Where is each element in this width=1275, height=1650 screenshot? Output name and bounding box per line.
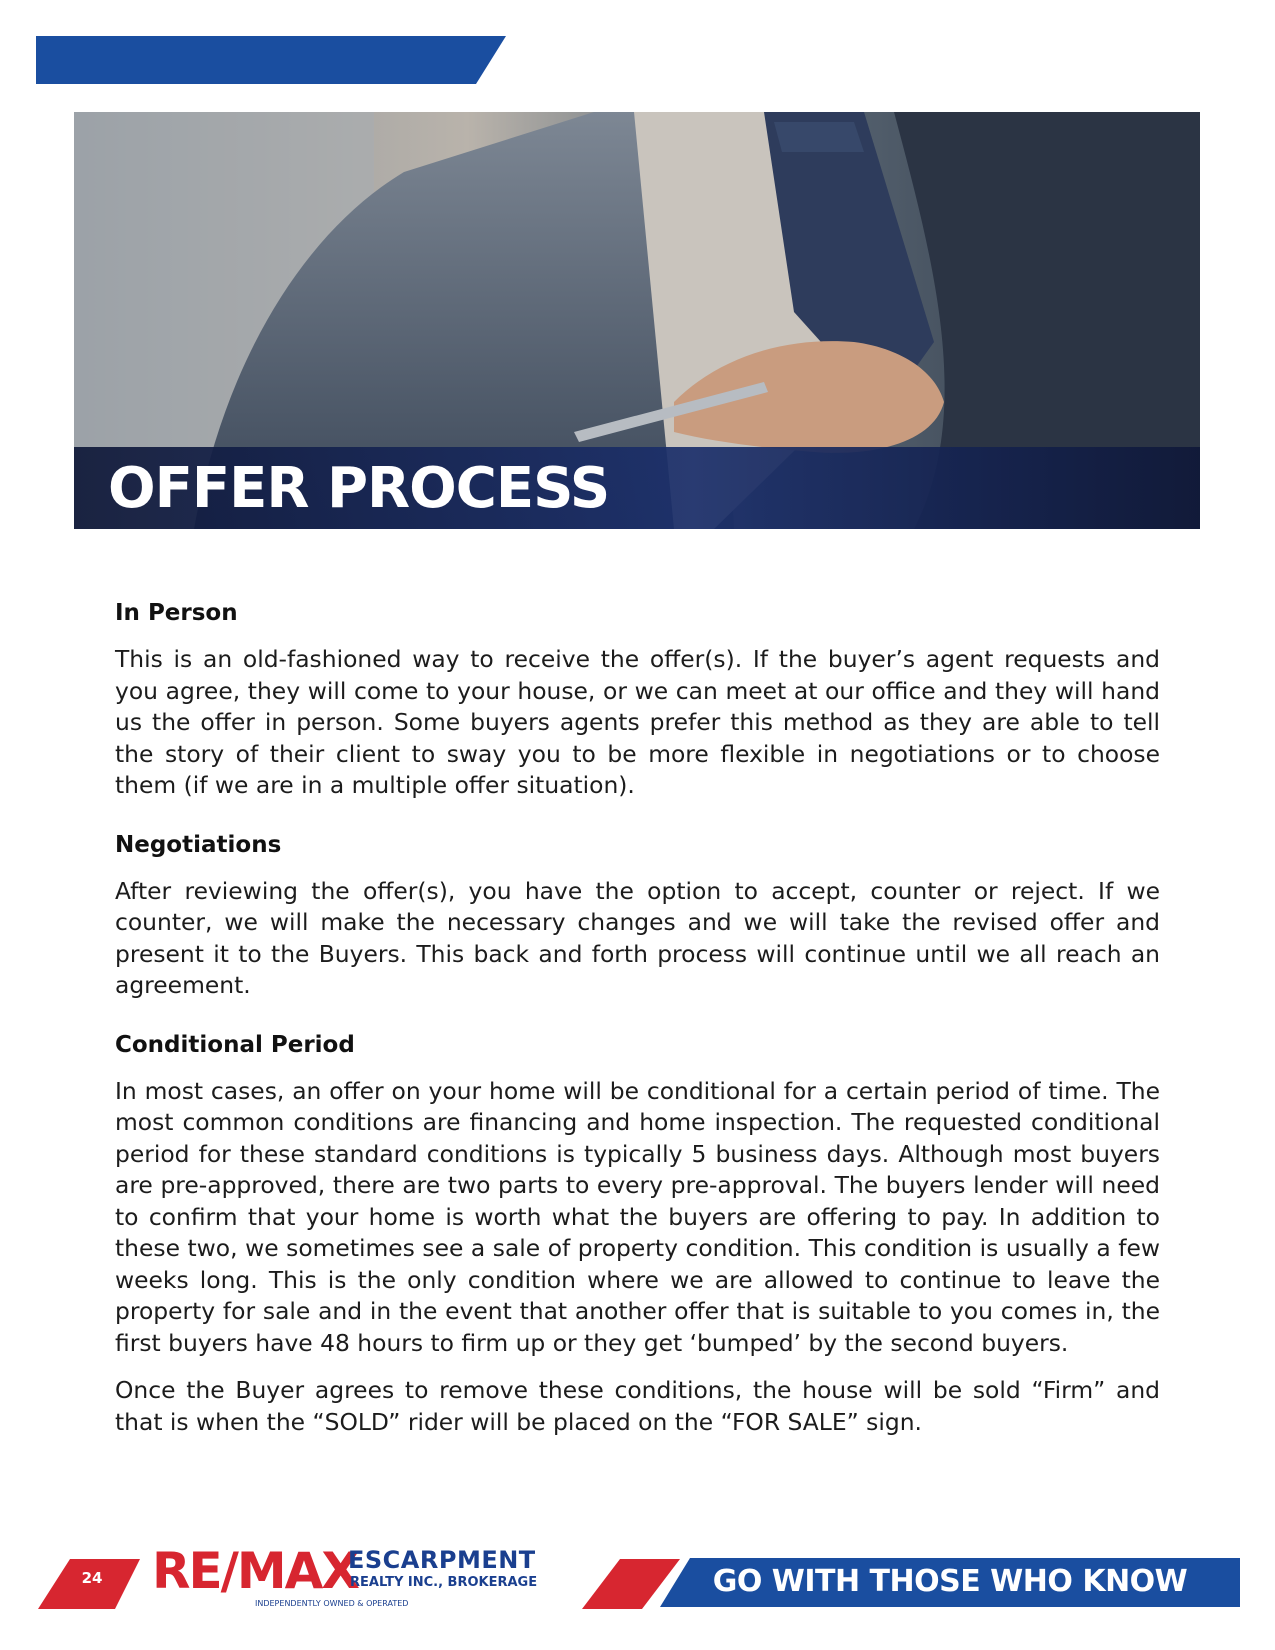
section-paragraph: This is an old-fashioned way to receive the offer(s). If the buyer’s agent requests and you agree, they will come to your house, or we can meet at our office and they will hand us the offer in person. Some buyers agents prefer this method as they are able to tell the story of their client to sway you to be more flexible in negotiations or to choose them (if we are in a multiple offer situation). — [115, 645, 1160, 799]
page-title: OFFER PROCESS — [108, 456, 610, 521]
logo-escarpment-text: ESCARPMENT — [348, 1546, 536, 1574]
top-accent-band — [36, 36, 506, 84]
hero-banner — [74, 112, 1200, 529]
logo-slash-text: / — [220, 1542, 237, 1600]
section-heading-in-person: In Person — [115, 600, 238, 626]
section-paragraph: After reviewing the offer(s), you have the option to accept, counter or reject. If we counter, we will make the necessary changes and we will take the revised offer and present it to the Buyers. This back and forth process will continue until we all reach an agreement. — [115, 876, 1160, 999]
section-heading-conditional-period: Conditional Period — [115, 1031, 355, 1058]
section-paragraph: Once the Buyer agrees to remove these conditions, the house will be sold “Firm” and that is when the “SOLD” rider will be placed on the “FOR SALE” sign. — [115, 1376, 1160, 1436]
logo-brokerage-text: REALTY INC., BROKERAGE — [350, 1575, 538, 1590]
logo-re-text: RE — [152, 1542, 221, 1600]
logo-max-text: MAX — [236, 1542, 358, 1600]
logo-independent-text: INDEPENDENTLY OWNED & OPERATED — [255, 1599, 409, 1608]
page-number: 24 — [81, 1569, 103, 1587]
remax-logo — [152, 1542, 358, 1600]
section-heading-negotiations: Negotiations — [115, 831, 282, 858]
footer-tagline: GO WITH THOSE WHO KNOW — [712, 1564, 1188, 1599]
main-content — [115, 600, 1160, 1468]
section-paragraph: In most cases, an offer on your home will be conditional for a certain period of time. The most common conditions are financing and home inspection. The requested conditional period for these standard conditions is typically 5 business days. Although most buyers are pre-approved, there are two parts to every pre-approval. The buyers lender will need to confirm that your home is worth what the buyers are offering to pay. In addition to these two, we sometimes see a sale of property condition. This condition is usually a few weeks long. This is the only condition where we are allowed to continue to leave the property for sale and in the event that another offer that is suitable to you comes in, the first buyers have 48 hours to firm up or they get ‘bumped’ by the second buyers. — [115, 1076, 1160, 1357]
